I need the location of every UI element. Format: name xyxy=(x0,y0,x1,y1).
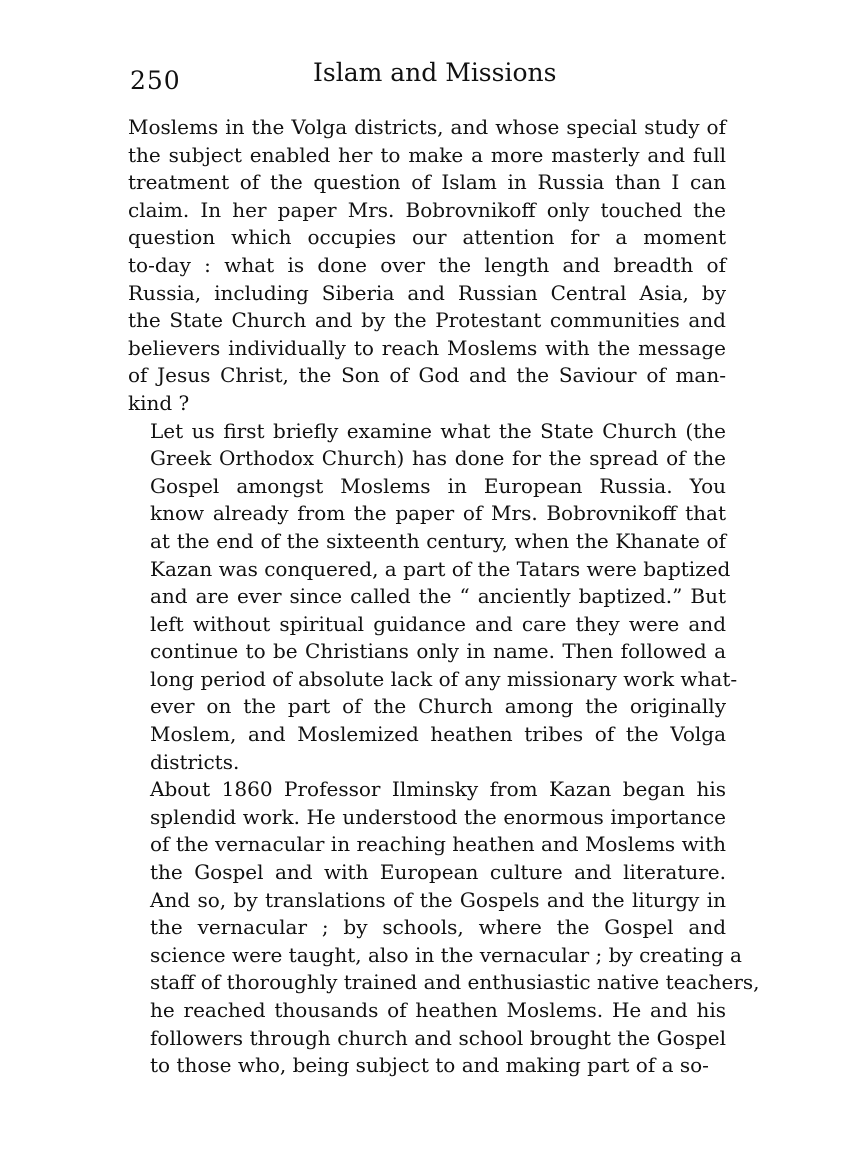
text-line: districts. xyxy=(150,749,240,774)
text-line: Greek Orthodox Church) has done for the spread of the xyxy=(150,446,726,471)
text-line: science were taught, also in the vernacular ; by creating a xyxy=(150,942,742,967)
text-line: and are ever since called the “ anciently baptized.” But xyxy=(150,584,726,609)
text-line: Moslems in the Volga districts, and whose special study of xyxy=(128,115,726,139)
body-text xyxy=(128,114,760,1080)
text-line: long period of absolute lack of any missionary work what- xyxy=(150,666,738,691)
paragraph-1 xyxy=(128,114,726,418)
page-number: 250 xyxy=(130,66,181,95)
running-title: Islam and Missions xyxy=(313,58,557,87)
text-line: treatment of the question of Islam in Russia than I can xyxy=(128,170,726,195)
text-line: the subject enabled her to make a more masterly and full xyxy=(128,142,726,167)
text-line: to-day : what is done over the length and breadth of xyxy=(128,252,726,277)
text-line: the Gospel and with European culture and literature. xyxy=(150,860,726,885)
text-line: Gospel amongst Moslems in European Russia. You xyxy=(150,473,726,498)
text-line: Kazan was conquered, a part of the Tatars were baptized xyxy=(150,556,731,581)
text-line: claim. In her paper Mrs. Bobrovnikoff only touched the xyxy=(128,197,726,222)
text-line: at the end of the sixteenth century, when the Khanate of xyxy=(150,528,726,553)
text-line: he reached thousands of heathen Moslems. He and his xyxy=(150,998,726,1022)
text-line: the State Church and by the Protestant communities and xyxy=(128,308,726,333)
text-line: Let us first briefly examine what the State Church (the xyxy=(150,418,726,443)
text-line: believers individually to reach Moslems with the message xyxy=(128,335,726,360)
text-line: the vernacular ; by schools, where the Gospel and xyxy=(150,915,726,940)
text-line: Moslem, and Moslemized heathen tribes of the Volga xyxy=(150,722,726,747)
text-line: of Jesus Christ, the Son of God and the Saviour of man- xyxy=(128,363,726,388)
text-line: of the vernacular in reaching heathen and Moslems with xyxy=(150,832,726,857)
text-line: About 1860 Professor Ilminsky from Kazan began his xyxy=(150,777,726,802)
text-line: question which occupies our attention for a moment xyxy=(128,225,726,250)
text-line: And so, by translations of the Gospels and the liturgy in xyxy=(150,887,726,912)
text-line: ever on the part of the Church among the originally xyxy=(150,694,726,719)
text-line: splendid work. He understood the enormous importance xyxy=(150,804,726,829)
paragraph-2 xyxy=(128,418,738,777)
text-line: Russia, including Siberia and Russian Central Asia, by xyxy=(128,280,726,305)
text-line: to those who, being subject to and making part of a so- xyxy=(150,1053,709,1078)
text-line: know already from the paper of Mrs. Bobrovnikoff that xyxy=(150,501,726,526)
text-line: followers through church and school brought the Gospel xyxy=(150,1025,726,1050)
paragraph-3 xyxy=(128,776,760,1080)
text-line: continue to be Christians only in name. Then followed a xyxy=(150,639,726,664)
text-line: kind ? xyxy=(128,390,190,415)
text-line: left without spiritual guidance and care they were and xyxy=(150,611,726,636)
text-line: staff of thoroughly trained and enthusiastic native teachers, xyxy=(150,970,760,995)
